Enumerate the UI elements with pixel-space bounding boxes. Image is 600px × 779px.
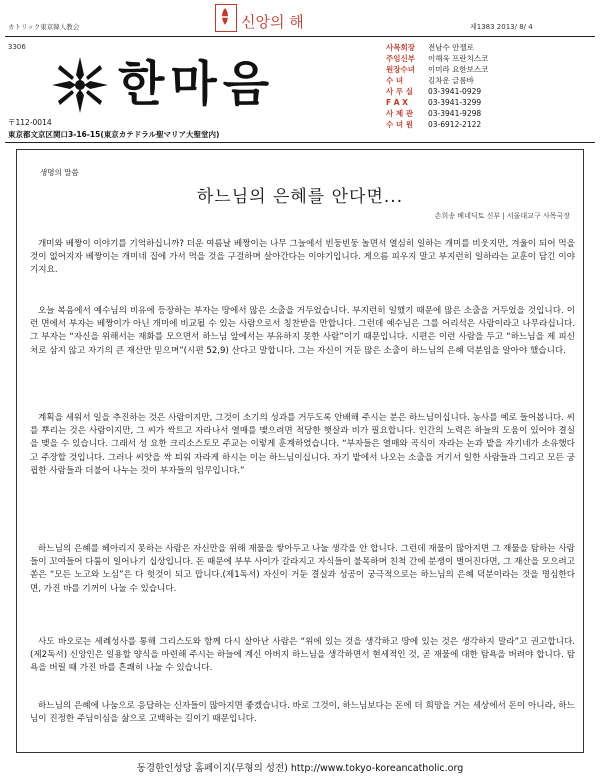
article-title: 하느님의 은혜를 안다면... bbox=[196, 187, 404, 207]
staff-label: 원장수녀 bbox=[386, 65, 415, 74]
paragraph-text: 하느님의 은혜를 헤아리지 못하는 사람은 자신만을 위해 재물을 쌓아두고 나눌 생각을 안 합니다. 그런데 재물이 많아지면 그 재물을 탐하는 사람들이 꼬여들어 다툼이 일어나기 십상입니다. 돈 때문에 부부 사이가 갈라지고 자식들이 불목하며 친척 간에 분쟁이 벌어진다면, 그 재산을 모으려고 쏟은 “모든 노고와 노심”은 다 헛것이 되고 맙니다.(제1독서) 자신이 거둔 결실과 성공이 궁극적으로는 하느님의 은혜 덕분이라는 것을 명심한다면, 가진 바를 기꺼이 나눌 수 있습니다. bbox=[30, 544, 575, 594]
article-paragraph bbox=[30, 700, 575, 726]
staff-label: F A X bbox=[386, 98, 408, 107]
newsletter-title: 한마음 bbox=[118, 56, 276, 112]
article-byline: 손희송 베네딕토 신부 | 서울대교구 사목국장 bbox=[434, 212, 570, 220]
article-paragraph bbox=[30, 412, 575, 478]
staff-row bbox=[386, 75, 586, 86]
series-banner bbox=[215, 4, 305, 34]
paragraph-text: 계획을 세워서 일을 추진하는 것은 사람이지만, 그것이 소기의 성과를 거두도록 안배해 주시는 분은 하느님이십니다. 농사를 예로 들어봅니다. 씨를 뿌리는 것은 사람이지만, 그 씨가 싹트고 자라나서 열매를 맺으려면 적당한 햇살과 비가 필요합니다. 인간의 노력은 하늘의 도움이 있어야 결실을 맺을 수 있습니다. 그래서 성 요한 크리소스토모 주교는 이렇게 훈계하였습니다. “부자들은 열매와 곡식이 자라는 논과 밭을 자기네가 소유했다고 주장할 것입니다. 그러나 씨앗을 싹 틔워 자라게 하시는 이는 하느님이십니다. 자기 밭에서 나오는 소출을 거기서 일한 사람들과 그리고 모든 궁핍한 사람들과 더불어 나누는 것이 부자들의 임무입니다.” bbox=[30, 413, 575, 476]
article-paragraph bbox=[30, 636, 575, 676]
article-paragraph bbox=[30, 238, 575, 278]
masthead-rule bbox=[5, 142, 595, 143]
staff-value: 03-3941-0929 bbox=[428, 87, 482, 96]
staff-value: 이미라 요한보스코 bbox=[428, 65, 489, 74]
top-rule bbox=[5, 36, 595, 37]
staff-row bbox=[386, 64, 586, 75]
staff-value: 전남수 안젤로 bbox=[428, 43, 474, 52]
staff-label: 수 녀 원 bbox=[386, 120, 413, 129]
staff-label: 사 제 관 bbox=[386, 109, 413, 118]
staff-label: 주임신부 bbox=[386, 54, 415, 63]
staff-directory bbox=[386, 42, 586, 130]
staff-row bbox=[386, 108, 586, 119]
paragraph-text: 개미와 베짱이 이야기를 기억하십니까? 더운 여름날 베짱이는 나무 그늘에서 빈둥빈둥 놀면서 열심히 일하는 개미를 비웃지만, 겨울이 되어 먹을 것이 없어지자 베짱이는 개미네 집에 가서 먹을 것을 구걸하며 살아간다는 이야기입니다. 게으름 피우지 말고 부지런히 일하라는 교훈이 담긴 이야기지요. bbox=[30, 239, 575, 276]
staff-row bbox=[386, 119, 586, 130]
staff-value: 03-3941-9298 bbox=[428, 109, 482, 118]
church-emblem-icon bbox=[50, 55, 110, 115]
staff-value: 이해욱 프란치스코 bbox=[428, 54, 489, 63]
staff-label: 사목회장 bbox=[386, 43, 415, 52]
address: 東京都文京区関口3-16-15(東京カテドラル聖マリア大聖堂内) bbox=[8, 130, 220, 139]
section-label: 생명의 말씀 bbox=[40, 168, 79, 177]
issue-code: 3306 bbox=[8, 43, 26, 51]
staff-value: 03-6912-2122 bbox=[428, 120, 482, 129]
staff-value: 03-3941-3299 bbox=[428, 98, 482, 107]
footer-website: 동경한인성당 홈페이지(무형의 성전) http://www.tokyo-koreancatholic.org bbox=[136, 763, 464, 774]
issue-info: 제1383 2013/ 8/ 4 bbox=[470, 23, 533, 31]
postal-code: 〒112-0014 bbox=[8, 118, 52, 127]
staff-row bbox=[386, 97, 586, 108]
article-paragraph bbox=[30, 543, 575, 596]
org-name: カトリック東京韓人教会 bbox=[8, 23, 80, 31]
paragraph-text: 사도 바오로는 세례성사를 통해 그리스도와 함께 다시 살아난 사람은 “위에 있는 것을 생각하고 땅에 있는 것은 생각하지 말라”고 권고합니다.(제2독서) 신앙인은 일용할 양식을 마련해 주시는 하늘에 계신 아버지 하느님을 생각하면서 현세적인 것, 곧 재물에 대한 탐욕을 버려야 합니다. 탐욕을 버릴 때 가진 바를 흔쾌히 나눌 수 있습니다. bbox=[30, 637, 575, 674]
staff-row bbox=[386, 86, 586, 97]
paragraph-text: 하느님의 은혜에 나눔으로 응답하는 신자들이 많아지면 좋겠습니다. 바로 그것이, 하느님보다는 돈에 더 희망을 거는 세상에서 돈이 아니라, 하느님이 진정한 주님이심을 삶으로 고백하는 길이기 때문입니다. bbox=[30, 701, 575, 725]
staff-label: 수 녀 bbox=[386, 76, 404, 85]
article-paragraph bbox=[30, 305, 575, 358]
paragraph-text: 오늘 복음에서 예수님의 비유에 등장하는 부자는 땅에서 많은 소출을 거두었습니다. 부지런히 일했기 때문에 많은 소출을 거두었을 것입니다. 이런 면에서 부자는 베짱이가 아닌 개미에 비교될 수 있는 사람으로서 칭찬받을 만합니다. 그런데 예수님은 그를 어리석은 사람이라고 나무라십니다. 그 부자는 “자신을 위해서는 재화를 모으면서 하느님 앞에서는 부유하지 못한 사람”이기 때문입니다. 시편은 이런 사람을 두고 “하느님을 제 피신처로 삼지 않고 자기의 큰 재산만 믿으며”(시편 52,9) 산다고 말합니다. 그는 자신이 거둔 많은 소출이 하느님의 은혜 덕분임을 알아야 했습니다. bbox=[30, 306, 575, 356]
staff-row bbox=[386, 42, 586, 53]
year-of-faith-logo-icon bbox=[215, 4, 237, 32]
staff-value: 김차운 글롬바 bbox=[428, 76, 474, 85]
series-title: 신앙의 해 bbox=[241, 13, 304, 31]
staff-row bbox=[386, 53, 586, 64]
staff-label: 사 무 실 bbox=[386, 87, 413, 96]
